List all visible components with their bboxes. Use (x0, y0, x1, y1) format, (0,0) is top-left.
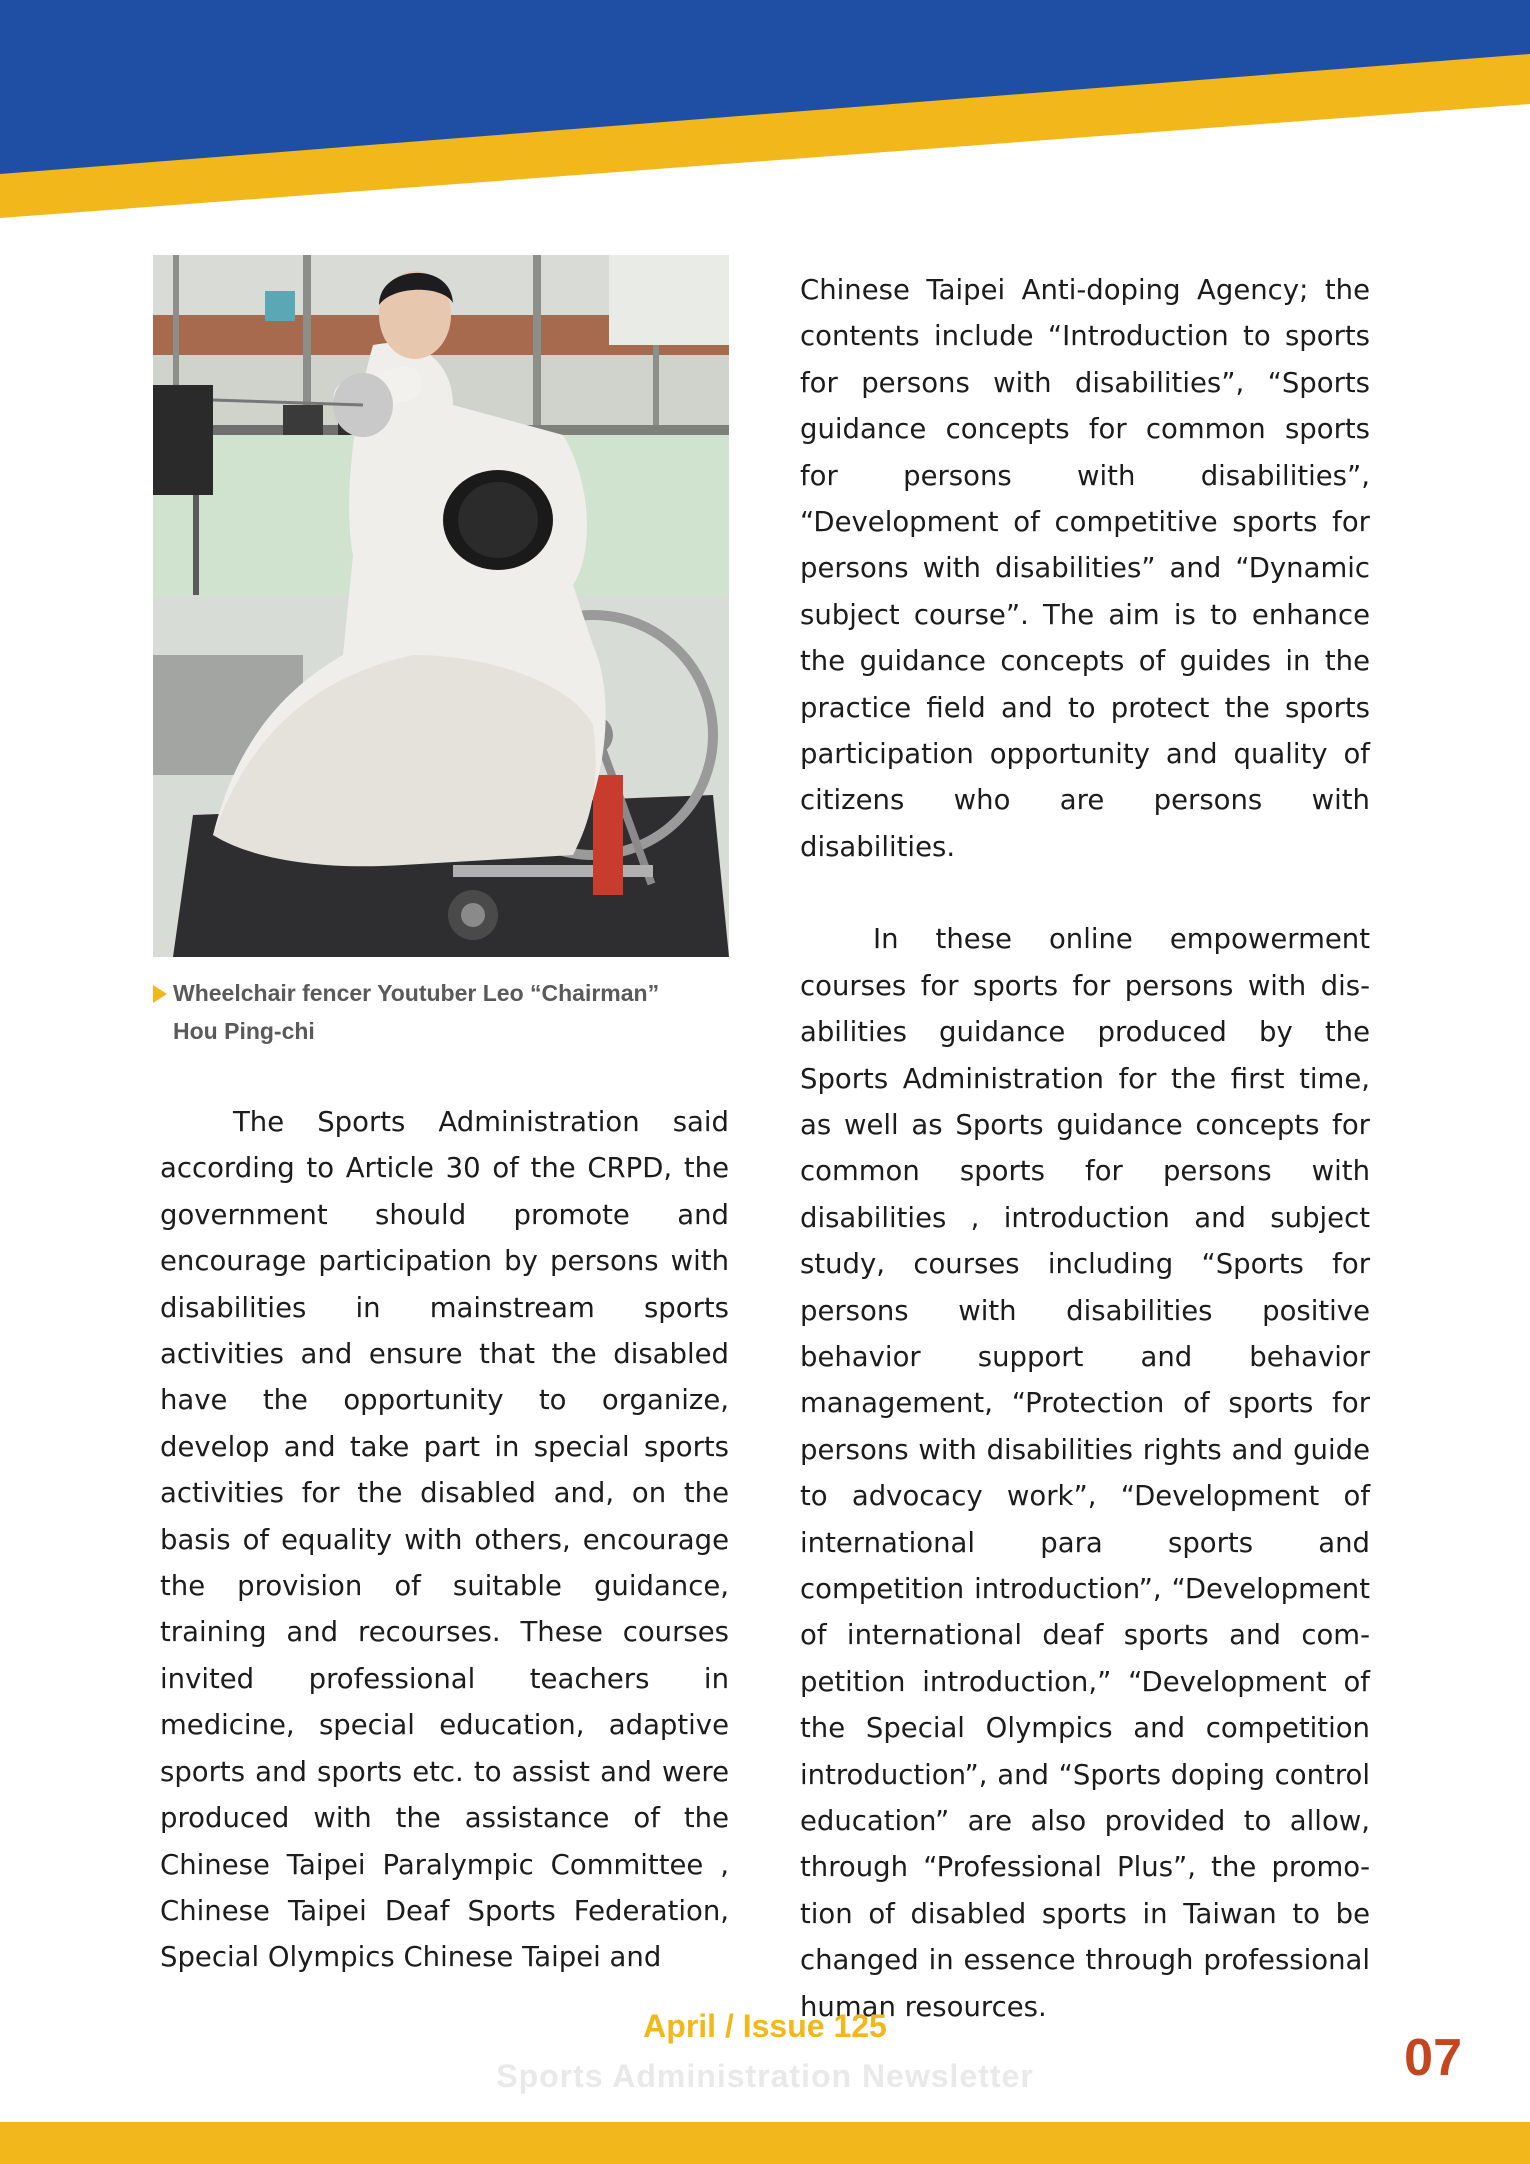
footer-bar (0, 2122, 1530, 2164)
right-text-column (800, 267, 1370, 2030)
caption-line-1: Wheelchair fencer Youtuber Leo “Chairman” (153, 974, 753, 1012)
page-number: 07 (1404, 2029, 1462, 2087)
right-paragraph-1: Chinese Taipei Anti-doping Agency; the contents include “Introduction to sports for persons with disabilities”, “Sports guidance concepts for common sports for persons with disabilities”, “Development of competitive sports for persons with disabilities” and “Dynamic subject course”. The aim is to enhance the guidance concepts of guides in the practice field and to protect the sports participation opportunity and quality of citizens who are persons with disabilities. (800, 274, 1370, 863)
fencer-photo (153, 255, 729, 957)
caption-arrow-icon (153, 985, 167, 1003)
header-banner (0, 0, 1530, 230)
footer-newsletter-name: Sports Administration Newsletter (496, 2058, 1034, 2094)
photo-caption (153, 974, 753, 1050)
left-paragraph: The Sports Administration said according to Article 30 of the CRPD, the government should promote and encourage participation by persons with disabilities in mainstream sports activities and ensure that the disabled have the opportunity to organize, develop and take part in special sports activities for the disabled and, on the basis of equality with others, encourage the provision of suitable guidance, training and recourses. These courses invited professional teachers in medicine, special education, adaptive sports and sports etc. to assist and were produced with the assistance of the Chinese Taipei Paralympic Committee , Chinese Taipei Deaf Sports Federation, Special Olympics Chinese Taipei and (160, 1106, 729, 1974)
footer-issue: April / Issue 125 (643, 2008, 887, 2044)
caption-line-2: Hou Ping-chi (173, 1018, 315, 1044)
right-paragraph-2: In these online empowerment courses for sports for persons with disabilities guidance produced by the Sports Administration for the first time, as well as Sports guidance concepts for common sports for persons with disabilities , introduction and subject study, courses including “Sports for persons with disabilities positive behavior support and behavior management, “Protection of sports for persons with disabilities rights and guide to advocacy work”, “Development of international para sports and competition introduction”, “Development of international deaf sports and competition introduction,” “Development of the Special Olympics and competition introduction”, and “Sports doping control education” are also provided to allow, through “Professional Plus”, the promotion of disabled sports in Taiwan to be changed in essence through professional human resources. (800, 923, 1370, 2023)
left-text-column (160, 1099, 729, 1981)
photo-icon (153, 255, 729, 957)
